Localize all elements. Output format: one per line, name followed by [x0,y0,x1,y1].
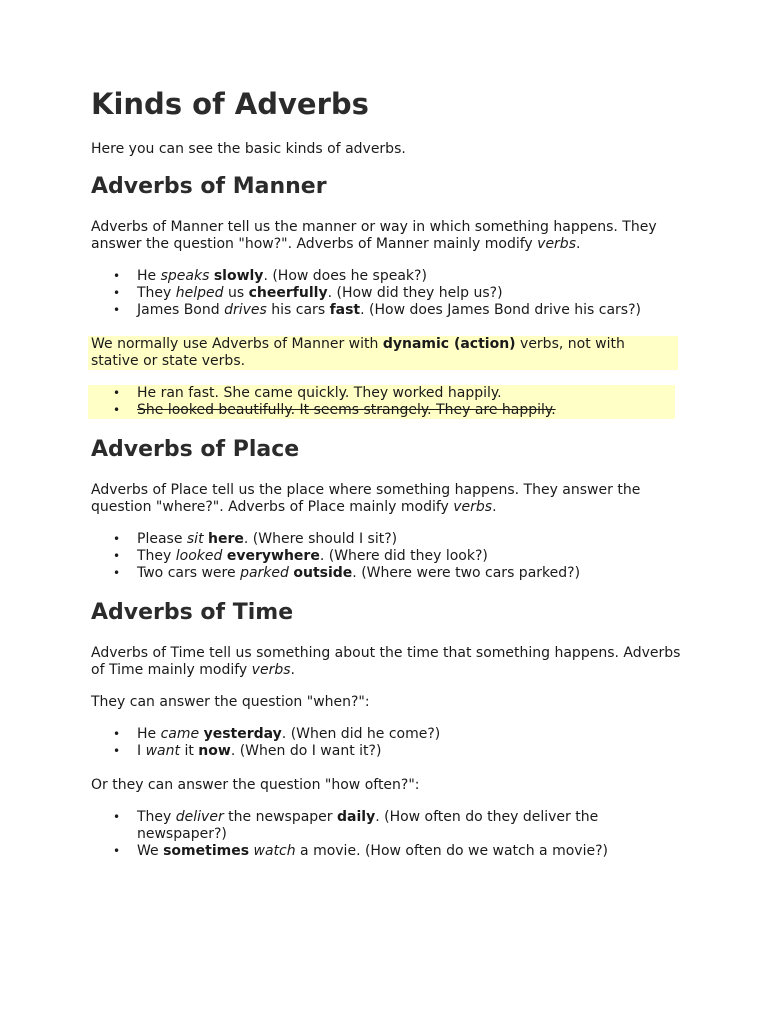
list-item: • They helped us cheerfully. (How did they help us?) [137,285,681,302]
place-examples [91,531,681,582]
list-item: • I want it now. (When do I want it?) [137,743,681,760]
manner-usage-examples [88,385,675,419]
list-item: • Please sit here. (Where should I sit?) [137,531,681,548]
document-content [91,86,681,877]
heading-time: Adverbs of Time [91,600,294,625]
list-item: • We sometimes watch a movie. (How often do we watch a movie?) [137,843,681,860]
manner-examples [91,268,681,319]
place-description: Adverbs of Place tell us the place where something happens. They answer the question "where?". Adverbs of Place mainly modify verbs. [91,482,641,515]
time-description: Adverbs of Time tell us something about the time that something happens. Adverbs of Time mainly modify verbs. [91,645,681,678]
time-often-question: Or they can answer the question "how often?": [91,777,420,793]
list-item: • They deliver the newspaper daily. (How often do they deliver the newspaper?) [137,809,681,843]
time-when-question: They can answer the question "when?": [91,694,370,710]
time-often-examples [91,809,681,860]
list-item: • Two cars were parked outside. (Where were two cars parked?) [137,565,681,582]
list-item: • James Bond drives his cars fast. (How does James Bond drive his cars?) [137,302,681,319]
incorrect-example: • She looked beautifully. It seems strangely. They are happily. [137,402,675,419]
page-title: Kinds of Adverbs [91,87,369,121]
heading-manner: Adverbs of Manner [91,174,327,199]
correct-example: • He ran fast. She came quickly. They worked happily. [137,385,675,402]
list-item: • They looked everywhere. (Where did they look?) [137,548,681,565]
list-item: • He speaks slowly. (How does he speak?) [137,268,681,285]
manner-highlight-note: We normally use Adverbs of Manner with dynamic (action) verbs, not with stative or state verbs. [88,336,678,370]
list-item: • He came yesterday. (When did he come?) [137,726,681,743]
manner-description: Adverbs of Manner tell us the manner or way in which something happens. They answer the question "how?". Adverbs of Manner mainly modify verbs. [91,219,657,252]
time-when-examples [91,726,681,760]
intro-text: Here you can see the basic kinds of adverbs. [91,141,406,157]
heading-place: Adverbs of Place [91,437,300,462]
